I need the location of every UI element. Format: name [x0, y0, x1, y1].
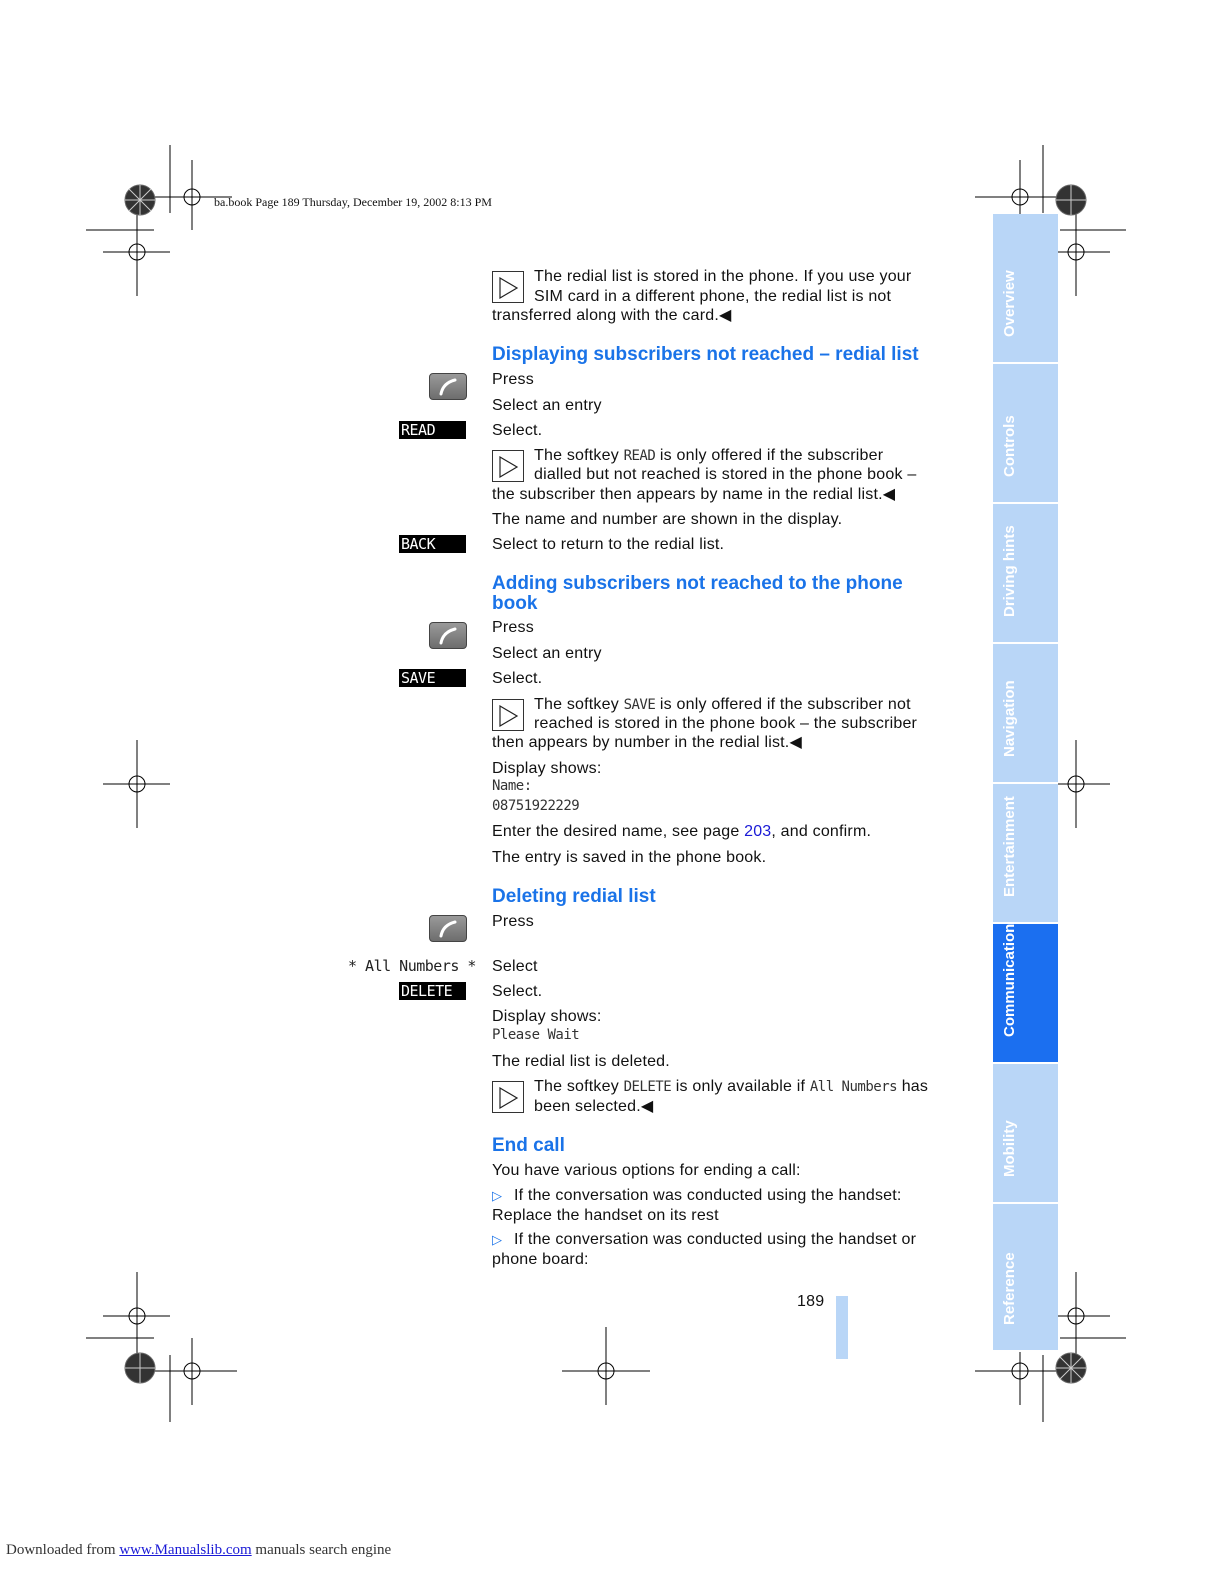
- file-header: ba.book Page 189 Thursday, December 19, 2002 8:13 PM: [214, 195, 492, 209]
- list-item: ▷ If the conversation was conducted using the handset:: [492, 1187, 902, 1204]
- intro-note-line: transferred along with the card.◀: [492, 307, 732, 324]
- end-mark-icon: ◀: [718, 307, 732, 324]
- page-link[interactable]: 203: [744, 823, 772, 840]
- download-footer: Downloaded from www.Manualslib.com manuals search engine: [6, 1542, 392, 1558]
- end-mark-icon: ◀: [882, 486, 896, 503]
- list-item-continuation: phone board:: [492, 1251, 589, 1268]
- note-icon: [492, 271, 524, 303]
- manualslib-link[interactable]: www.Manualslib.com: [119, 1542, 252, 1558]
- body-text: Display shows:: [492, 1008, 602, 1025]
- section-heading: Deleting redial list: [492, 886, 656, 907]
- tab-navigation[interactable]: Navigation: [993, 644, 1058, 784]
- note-line: The softkey READ is only offered if the subscriber: [534, 447, 884, 464]
- step-text: Select an entry: [492, 645, 602, 662]
- body-text: You have various options for ending a call:: [492, 1162, 801, 1179]
- page-number: 189: [797, 1293, 825, 1310]
- step-text: Select.: [492, 670, 543, 687]
- intro-note-line: SIM card in a different phone, the redial list is not: [534, 288, 892, 305]
- phone-button-icon: [429, 622, 467, 649]
- tab-overview[interactable]: Overview: [993, 214, 1058, 364]
- softkey-read: READ: [399, 421, 466, 439]
- step-text: Select.: [492, 422, 543, 439]
- note-line: The softkey SAVE is only offered if the subscriber not: [534, 696, 911, 713]
- body-text: The entry is saved in the phone book.: [492, 849, 767, 866]
- note-line: dialled but not reached is stored in the phone book –: [534, 466, 917, 483]
- bullet-triangle-icon: ▷: [492, 1188, 503, 1203]
- tab-controls[interactable]: Controls: [993, 364, 1058, 504]
- tab-driving-hints[interactable]: Driving hints: [993, 504, 1058, 644]
- note-icon: [492, 699, 524, 731]
- note-line: reached is stored in the phone book – the subscriber: [534, 715, 918, 732]
- tab-communication[interactable]: Communication: [993, 924, 1058, 1064]
- step-text: Press: [492, 371, 534, 388]
- section-heading: Adding subscribers not reached to the phone: [492, 573, 903, 594]
- step-text: Select.: [492, 983, 543, 1000]
- body-text: The redial list is deleted.: [492, 1053, 670, 1070]
- tab-entertainment[interactable]: Entertainment: [993, 784, 1058, 924]
- intro-note-line: The redial list is stored in the phone. If you use your: [534, 268, 912, 285]
- section-heading: book: [492, 593, 538, 614]
- step-text: Select: [492, 958, 538, 975]
- step-text: Select an entry: [492, 397, 602, 414]
- softkey-delete: DELETE: [399, 982, 466, 1000]
- softkey-save: SAVE: [399, 669, 466, 687]
- all-numbers-key: * All Numbers *: [348, 957, 476, 975]
- list-item: ▷ If the conversation was conducted using the handset or: [492, 1231, 917, 1248]
- body-text: Display shows:: [492, 760, 602, 777]
- display-readout: Name:: [492, 778, 532, 794]
- page-marker: [836, 1296, 848, 1359]
- end-mark-icon: ◀: [640, 1098, 654, 1115]
- section-heading: Displaying subscribers not reached – redial list: [492, 344, 919, 365]
- body-text: Enter the desired name, see page 203, and confirm.: [492, 823, 872, 840]
- end-mark-icon: ◀: [789, 734, 802, 751]
- note-line: the subscriber then appears by name in the redial list.◀: [492, 486, 896, 503]
- note-line: The softkey DELETE is only available if All Numbers has: [534, 1078, 929, 1095]
- note-line: then appears by number in the redial list.◀: [492, 734, 802, 751]
- step-text: Select to return to the redial list.: [492, 536, 725, 553]
- tab-reference[interactable]: Reference: [993, 1204, 1058, 1352]
- phone-button-icon: [429, 373, 467, 400]
- section-heading: End call: [492, 1135, 565, 1156]
- phone-button-icon: [429, 915, 467, 942]
- list-item-continuation: Replace the handset on its rest: [492, 1207, 719, 1224]
- note-icon: [492, 1081, 524, 1113]
- tab-mobility[interactable]: Mobility: [993, 1064, 1058, 1204]
- body-text: The name and number are shown in the display.: [492, 511, 843, 528]
- note-line: been selected.◀: [534, 1098, 654, 1115]
- display-readout: 08751922229: [492, 798, 580, 814]
- step-text: Press: [492, 619, 534, 636]
- softkey-back: BACK: [399, 535, 466, 553]
- bullet-triangle-icon: ▷: [492, 1232, 503, 1247]
- display-readout: Please Wait: [492, 1027, 580, 1043]
- note-icon: [492, 450, 524, 482]
- step-text: Press: [492, 913, 534, 930]
